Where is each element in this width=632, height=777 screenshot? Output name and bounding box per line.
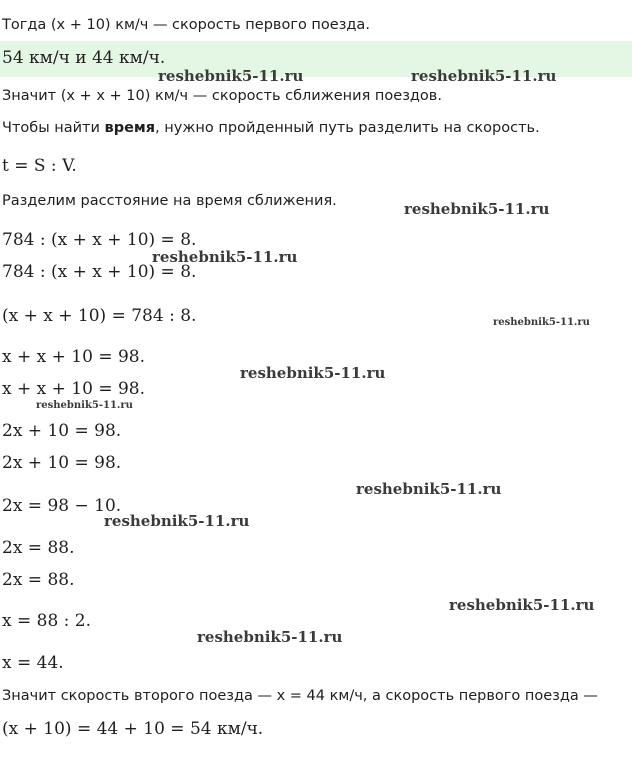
math-line-3: (x + x + 10) = 784 : 8. [2, 306, 197, 326]
math-line-6: 2x + 10 = 98. [2, 421, 122, 441]
math-line-11: x = 88 : 2. [2, 611, 92, 631]
math-line-2: 784 : (x + x + 10) = 8. [2, 262, 197, 282]
text-line-conclusion: Значит скорость второго поезда — x = 44 км/ч, а скорость первого поезда — [2, 688, 598, 704]
watermark-10: reshebnik5-11.ru [449, 596, 595, 614]
watermark-2: reshebnik5-11.ru [411, 67, 557, 85]
text-line-4-start: Чтобы найти [2, 120, 105, 136]
watermark-6: reshebnik5-11.ru [240, 364, 386, 382]
text-line-6: Разделим расстояние на время сближения. [2, 193, 337, 209]
math-line-10: 2x = 88. [2, 570, 75, 590]
math-line-5: x + x + 10 = 98. [2, 379, 145, 399]
watermark-5: reshebnik5-11.ru [493, 317, 590, 328]
watermark-1: reshebnik5-11.ru [158, 67, 304, 85]
text-line-4-bold: время [104, 120, 156, 136]
watermark-11: reshebnik5-11.ru [197, 628, 343, 646]
text-line-3: Значит (x + x + 10) км/ч — скорость сближения поездов. [2, 88, 442, 104]
math-line-8: 2x = 98 − 10. [2, 496, 122, 516]
text-line-4-end: , нужно пройденный путь разделить на скорость. [155, 120, 540, 136]
math-line-7: 2x + 10 = 98. [2, 453, 122, 473]
math-line-9: 2x = 88. [2, 538, 75, 558]
text-line-4 [2, 118, 540, 138]
math-line-final: (x + 10) = 44 + 10 = 54 км/ч. [2, 719, 264, 739]
watermark-8: reshebnik5-11.ru [356, 480, 502, 498]
watermark-9: reshebnik5-11.ru [104, 512, 250, 530]
math-line-12: x = 44. [2, 653, 64, 673]
watermark-7: reshebnik5-11.ru [36, 400, 133, 411]
math-line-1: 784 : (x + x + 10) = 8. [2, 230, 197, 250]
text-line-2: 54 км/ч и 44 км/ч. [2, 48, 166, 68]
watermark-4: reshebnik5-11.ru [152, 248, 298, 266]
math-line-4: x + x + 10 = 98. [2, 347, 145, 367]
watermark-3: reshebnik5-11.ru [404, 200, 550, 218]
text-line-1: Тогда (x + 10) км/ч — скорость первого поезда. [2, 17, 370, 33]
math-line-formula: t = S : V. [2, 156, 77, 176]
